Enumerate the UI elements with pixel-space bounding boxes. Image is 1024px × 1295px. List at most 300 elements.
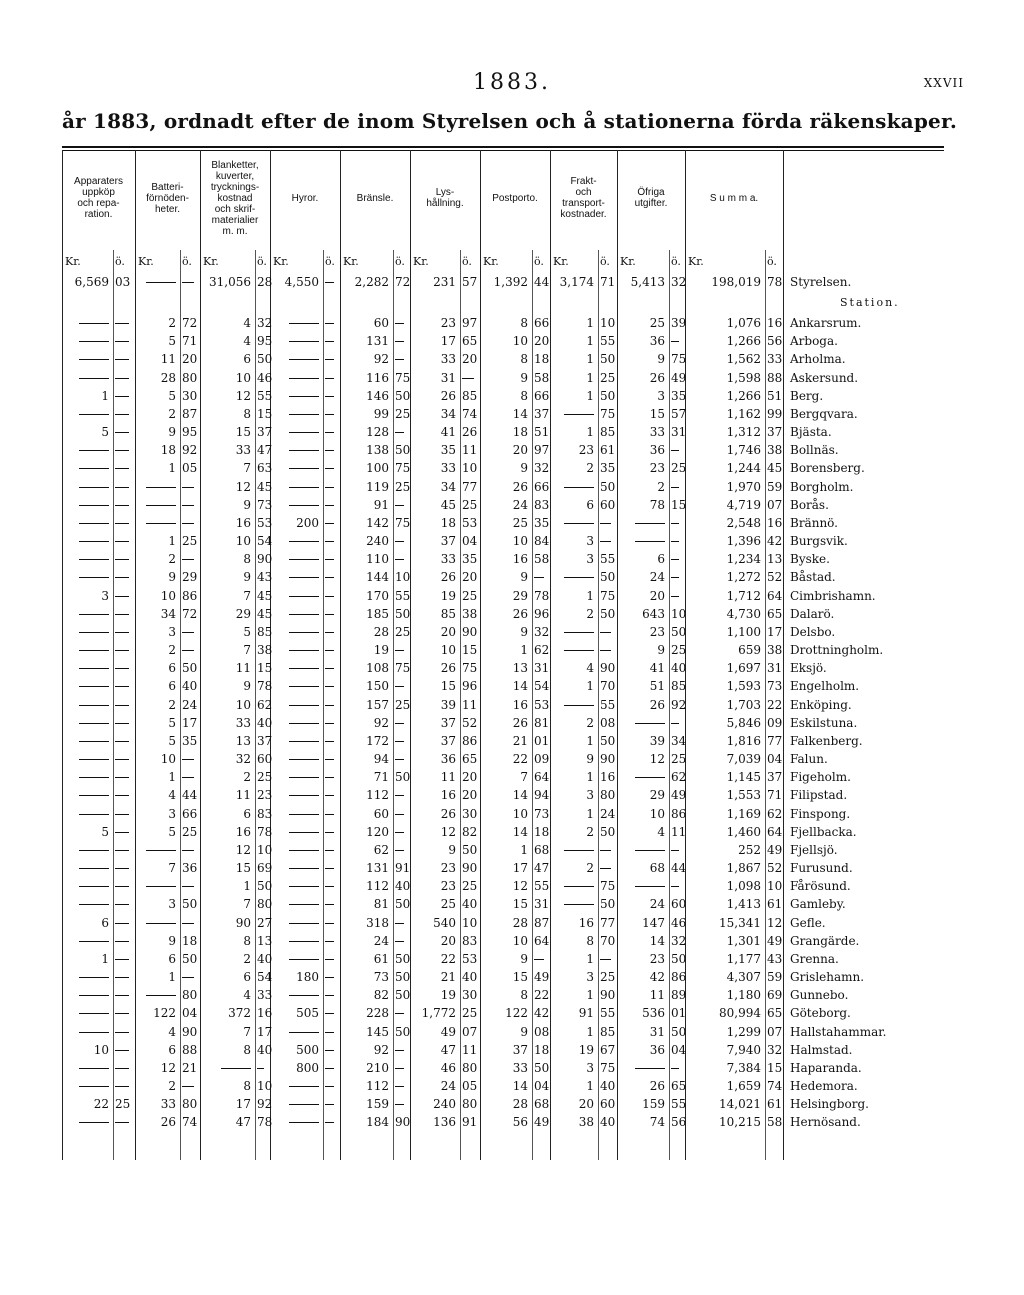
cell-ore: 38 (257, 643, 273, 658)
cell-ore: 90 (600, 988, 616, 1003)
cell-kr: 157 (366, 697, 389, 712)
cell-kr: 25 (512, 515, 528, 530)
cell-ore (671, 514, 684, 532)
cell-ore (671, 532, 684, 550)
cell-ore: 31 (767, 661, 783, 676)
cell-ore (395, 496, 409, 514)
cell-kr: 24 (649, 570, 665, 585)
cell-kr (270, 895, 319, 913)
unit-kr: Kr. (65, 255, 81, 268)
cell-ore (325, 732, 339, 750)
cell-ore (325, 405, 339, 423)
cell-ore: 50 (182, 897, 198, 912)
cell-kr: 110 (366, 552, 389, 567)
cell-ore: 92 (671, 697, 687, 712)
cell-kr: 1,746 (726, 443, 761, 458)
cell-ore: 71 (182, 334, 198, 349)
station-name: Bollnäs. (790, 443, 839, 458)
cell-ore: 61 (767, 1097, 783, 1112)
cell-ore (115, 859, 134, 877)
station-name: Berg. (790, 388, 824, 403)
cell-kr: 36 (440, 752, 456, 767)
cell-ore: 99 (767, 406, 783, 421)
cell-ore: 89 (671, 988, 687, 1003)
cell-kr (270, 950, 319, 968)
cell-kr: 12 (235, 842, 251, 857)
cell-ore (115, 532, 134, 550)
ore-divider (765, 250, 766, 1160)
cell-ore (115, 441, 134, 459)
cell-ore (115, 350, 134, 368)
column-header-bransle: Bränsle. (356, 192, 394, 204)
cell-kr: 23 (440, 879, 456, 894)
cell-ore: 10 (767, 879, 783, 894)
cell-kr (270, 914, 319, 932)
cell-ore (671, 478, 684, 496)
cell-ore: 16 (767, 316, 783, 330)
cell-ore (325, 1113, 339, 1131)
cell-kr: 8 (243, 552, 251, 567)
cell-ore: 55 (671, 1097, 687, 1112)
cell-kr: 5 (101, 425, 109, 440)
cell-ore: 95 (257, 334, 273, 349)
unit-ore: ö. (325, 255, 335, 268)
cell-kr: 10 (512, 806, 528, 821)
cell-ore: 66 (534, 316, 550, 330)
cell-kr (550, 514, 594, 532)
cell-kr: 37 (440, 534, 456, 549)
cell-kr: 6 (243, 806, 251, 821)
cell-kr (270, 877, 319, 895)
cell-ore: 53 (462, 951, 478, 966)
cell-ore: 10 (600, 316, 616, 330)
cell-kr: 26 (160, 1115, 176, 1130)
page-number: XXVII (923, 76, 964, 90)
cell-kr (617, 714, 665, 732)
cell-kr: 112 (366, 1079, 389, 1094)
cell-ore (462, 369, 479, 387)
cell-ore: 71 (600, 275, 616, 289)
cell-ore: 20 (462, 770, 478, 785)
cell-ore: 50 (600, 570, 616, 585)
cell-ore (115, 786, 134, 804)
cell-kr: 37 (440, 715, 456, 730)
cell-kr: 228 (366, 1006, 389, 1021)
cell-kr: 8 (243, 406, 251, 421)
cell-kr: 5 (243, 624, 251, 639)
cell-ore: 90 (182, 1024, 198, 1039)
cell-ore (325, 459, 339, 477)
cell-ore: 51 (767, 388, 783, 403)
cell-kr: 99 (373, 406, 389, 421)
cell-ore: 50 (257, 879, 273, 894)
cell-kr (62, 478, 109, 496)
cell-kr (135, 914, 176, 932)
unit-ore: ö. (395, 255, 405, 268)
cell-ore: 31 (671, 425, 687, 440)
cell-kr: 60 (373, 806, 389, 821)
cell-kr: 2 (586, 824, 594, 839)
cell-ore (115, 478, 134, 496)
cell-kr (62, 1113, 109, 1131)
cell-kr: 1,772 (421, 1006, 456, 1021)
cell-kr (550, 877, 594, 895)
station-name: Grangärde. (790, 933, 860, 948)
cell-kr: 9 (520, 370, 528, 385)
cell-kr: 36 (649, 1042, 665, 1057)
cell-kr (617, 841, 665, 859)
cell-ore: 65 (767, 1006, 783, 1021)
cell-ore: 83 (257, 806, 273, 821)
cell-ore (115, 1077, 134, 1095)
cell-ore: 05 (462, 1079, 478, 1094)
cell-ore (325, 859, 339, 877)
cell-ore: 56 (671, 1115, 687, 1130)
cell-ore: 77 (767, 733, 783, 748)
cell-ore: 45 (257, 479, 273, 494)
cell-kr: 3 (586, 970, 594, 985)
ore-divider (255, 250, 256, 1160)
cell-kr: 26 (440, 388, 456, 403)
cell-ore (325, 750, 339, 768)
station-name: Arholma. (790, 352, 846, 367)
cell-ore: 78 (257, 824, 273, 839)
ore-divider (393, 250, 394, 1160)
cell-ore: 10 (257, 842, 273, 857)
cell-ore (395, 332, 409, 350)
cell-kr: 6 (101, 915, 109, 930)
cell-ore: 43 (767, 951, 783, 966)
cell-ore (534, 568, 549, 586)
cell-ore: 50 (671, 624, 687, 639)
cell-ore: 64 (534, 770, 550, 785)
cell-kr (270, 750, 319, 768)
cell-ore: 82 (462, 824, 478, 839)
cell-ore: 27 (257, 915, 273, 930)
cell-ore: 40 (257, 951, 273, 966)
cell-ore: 37 (257, 733, 273, 748)
cell-ore: 25 (671, 461, 687, 476)
unit-ore: ö. (600, 255, 610, 268)
cell-ore (600, 532, 616, 550)
cell-ore (325, 1004, 339, 1022)
cell-ore (115, 714, 134, 732)
cell-ore: 40 (462, 970, 478, 985)
cell-kr: 62 (373, 842, 389, 857)
cell-kr: 33 (235, 715, 251, 730)
cell-kr: 146 (366, 388, 389, 403)
cell-ore: 44 (182, 788, 198, 803)
cell-ore: 66 (534, 388, 550, 403)
cell-kr: 4 (586, 661, 594, 676)
cell-kr: 33 (235, 443, 251, 458)
station-name: Fjellsjö. (790, 842, 838, 857)
cell-ore: 17 (767, 624, 783, 639)
cell-kr: 4,719 (726, 497, 761, 512)
cell-ore (115, 986, 134, 1004)
cell-kr (135, 496, 176, 514)
cell-kr: 659 (738, 643, 761, 658)
cell-kr (62, 459, 109, 477)
cell-ore: 50 (671, 1024, 687, 1039)
cell-ore: 60 (600, 1097, 616, 1112)
cell-kr (62, 841, 109, 859)
cell-kr: 19 (440, 988, 456, 1003)
cell-ore (671, 568, 684, 586)
cell-kr: 24 (512, 497, 528, 512)
cell-kr: 159 (366, 1097, 389, 1112)
station-name: Brännö. (790, 515, 838, 530)
cell-ore (115, 387, 134, 405)
cell-kr: 25 (440, 897, 456, 912)
cell-ore: 46 (671, 915, 687, 930)
cell-kr: 4 (168, 1024, 176, 1039)
cell-ore: 60 (600, 497, 616, 512)
cell-kr (270, 623, 319, 641)
cell-ore: 23 (257, 788, 273, 803)
cell-kr: 112 (366, 879, 389, 894)
cell-ore: 71 (767, 788, 783, 803)
cell-kr: 8 (586, 933, 594, 948)
cell-kr (62, 1004, 109, 1022)
cell-kr: 25 (649, 316, 665, 330)
cell-ore (182, 914, 199, 932)
station-name: Gefle. (790, 915, 826, 930)
cell-kr (62, 605, 109, 623)
cell-ore: 13 (767, 552, 783, 567)
cell-kr: 6 (586, 497, 594, 512)
cell-ore (395, 823, 409, 841)
ore-divider (180, 250, 181, 1160)
cell-kr: 9 (586, 752, 594, 767)
cell-ore: 97 (462, 316, 478, 330)
cell-kr: 45 (440, 497, 456, 512)
cell-kr: 7 (243, 1024, 251, 1039)
column-header-summa: S u m m a. (709, 192, 759, 204)
cell-ore: 30 (462, 988, 478, 1003)
cell-ore: 88 (182, 1042, 198, 1057)
cell-ore: 50 (600, 824, 616, 839)
cell-kr: 1,100 (726, 624, 761, 639)
cell-kr: 13 (235, 733, 251, 748)
cell-ore (325, 387, 339, 405)
cell-kr (270, 369, 319, 387)
cell-ore: 15 (671, 497, 687, 512)
page-year: 1883. (473, 70, 551, 95)
cell-kr: 29 (649, 788, 665, 803)
cell-ore: 75 (600, 1060, 616, 1075)
cell-kr (270, 568, 319, 586)
cell-kr (270, 496, 319, 514)
cell-kr: 122 (505, 1006, 528, 1021)
cell-kr: 28 (373, 624, 389, 639)
cell-kr (550, 641, 594, 659)
cell-kr: 14 (649, 933, 665, 948)
column-border (783, 150, 784, 1160)
cell-kr: 1,553 (726, 788, 761, 803)
cell-kr: 8 (520, 352, 528, 367)
cell-kr: 1 (586, 370, 594, 385)
cell-kr (200, 1059, 251, 1077)
cell-kr: 26 (440, 806, 456, 821)
cell-ore: 47 (257, 443, 273, 458)
unit-kr: Kr. (413, 255, 429, 268)
column-header-hyror: Hyror. (291, 192, 319, 204)
station-name: Hernösand. (790, 1115, 861, 1130)
cell-ore: 50 (600, 897, 616, 912)
cell-kr (270, 1023, 319, 1041)
cell-kr: 7,384 (726, 1060, 761, 1075)
cell-ore (325, 1023, 339, 1041)
cell-kr (270, 932, 319, 950)
cell-ore: 53 (462, 515, 478, 530)
cell-kr: 12 (440, 824, 456, 839)
cell-kr: 20 (578, 1097, 594, 1112)
cell-kr: 33 (440, 461, 456, 476)
cell-kr: 16 (578, 915, 594, 930)
unit-kr: Kr. (273, 255, 289, 268)
cell-kr: 16 (235, 515, 251, 530)
cell-ore: 85 (257, 624, 273, 639)
station-name: Cimbrishamn. (790, 588, 876, 603)
cell-ore: 86 (671, 970, 687, 985)
cell-kr: 5 (101, 824, 109, 839)
cell-kr: 4 (168, 788, 176, 803)
cell-ore: 60 (257, 752, 273, 767)
cell-kr: 2 (586, 715, 594, 730)
cell-ore (182, 478, 199, 496)
unit-ore: ö. (182, 255, 192, 268)
cell-ore: 11 (462, 443, 478, 458)
cell-kr: 5 (168, 733, 176, 748)
cell-ore: 50 (182, 661, 198, 676)
cell-kr: 22 (440, 951, 456, 966)
cell-kr: 200 (296, 515, 319, 530)
cell-ore (395, 641, 409, 659)
cell-kr: 17 (235, 1097, 251, 1112)
cell-ore (257, 1059, 269, 1077)
cell-kr (135, 514, 176, 532)
cell-kr: 1,413 (726, 897, 761, 912)
cell-kr: 2 (168, 697, 176, 712)
cell-ore (395, 314, 409, 332)
cell-ore (395, 732, 409, 750)
cell-kr: 21 (440, 970, 456, 985)
cell-ore: 78 (257, 1115, 273, 1130)
cell-kr: 1 (520, 842, 528, 857)
cell-kr: 10 (160, 752, 176, 767)
cell-kr: 1 (101, 951, 109, 966)
cell-kr: 9 (520, 951, 528, 966)
cell-kr: 91 (373, 497, 389, 512)
cell-kr: 1 (168, 970, 176, 985)
cell-kr (62, 441, 109, 459)
cell-ore: 90 (600, 752, 616, 767)
cell-ore: 33 (257, 988, 273, 1003)
cell-kr: 1 (586, 425, 594, 440)
cell-kr: 1 (101, 388, 109, 403)
cell-ore: 78 (534, 588, 550, 603)
cell-kr: 10 (235, 697, 251, 712)
cell-kr: 6 (657, 552, 665, 567)
cell-kr: 1,098 (726, 879, 761, 894)
unit-ore: ö. (257, 255, 267, 268)
cell-ore (325, 841, 339, 859)
cell-ore: 10 (462, 461, 478, 476)
cell-kr: 8 (243, 1042, 251, 1057)
cell-ore: 87 (534, 915, 550, 930)
cell-kr (270, 387, 319, 405)
cell-kr: 9 (520, 570, 528, 585)
cell-kr: 23 (649, 461, 665, 476)
cell-kr (135, 986, 176, 1004)
cell-ore: 15 (257, 406, 273, 421)
cell-ore: 25 (182, 534, 198, 549)
cell-kr: 112 (366, 788, 389, 803)
cell-ore (182, 623, 199, 641)
cell-ore: 49 (671, 788, 687, 803)
cell-ore: 46 (257, 370, 273, 385)
cell-kr (62, 405, 109, 423)
section-label-station: Station. (840, 296, 900, 309)
cell-kr: 3 (168, 624, 176, 639)
cell-ore: 78 (767, 275, 783, 289)
cell-kr (62, 859, 109, 877)
cell-ore: 11 (462, 1042, 478, 1057)
cell-kr (62, 968, 109, 986)
cell-kr: 128 (366, 425, 389, 440)
cell-ore (395, 714, 409, 732)
cell-kr: 1,816 (726, 733, 761, 748)
cell-ore: 18 (534, 824, 550, 839)
cell-ore: 54 (534, 679, 550, 694)
cell-kr (550, 405, 594, 423)
cell-kr: 22 (93, 1097, 109, 1112)
cell-ore: 42 (534, 1006, 550, 1021)
cell-kr: 7 (243, 897, 251, 912)
cell-ore: 45 (767, 461, 783, 476)
cell-ore: 61 (767, 897, 783, 912)
cell-kr: 15 (440, 679, 456, 694)
cell-kr: 33 (440, 552, 456, 567)
cell-ore (325, 369, 339, 387)
cell-kr (62, 895, 109, 913)
cell-kr: 23 (649, 951, 665, 966)
cell-kr (62, 677, 109, 695)
cell-ore: 35 (182, 733, 198, 748)
cell-ore: 49 (534, 1115, 550, 1130)
cell-ore: 80 (600, 788, 616, 803)
cell-ore (600, 623, 616, 641)
cell-kr: 100 (366, 461, 389, 476)
cell-kr: 1,180 (726, 988, 761, 1003)
cell-kr (270, 441, 319, 459)
cell-ore (395, 677, 409, 695)
cell-ore: 17 (182, 715, 198, 730)
cell-ore: 20 (462, 352, 478, 367)
cell-ore: 20 (182, 352, 198, 367)
cell-kr (550, 696, 594, 714)
cell-kr: 180 (296, 970, 319, 985)
unit-ore: ö. (671, 255, 681, 268)
cell-ore: 16 (600, 770, 616, 785)
cell-kr (62, 696, 109, 714)
cell-ore: 66 (182, 806, 198, 821)
cell-ore: 42 (767, 534, 783, 549)
cell-kr: 1,712 (726, 588, 761, 603)
cell-kr: 31 (649, 1024, 665, 1039)
cell-ore (325, 677, 339, 695)
